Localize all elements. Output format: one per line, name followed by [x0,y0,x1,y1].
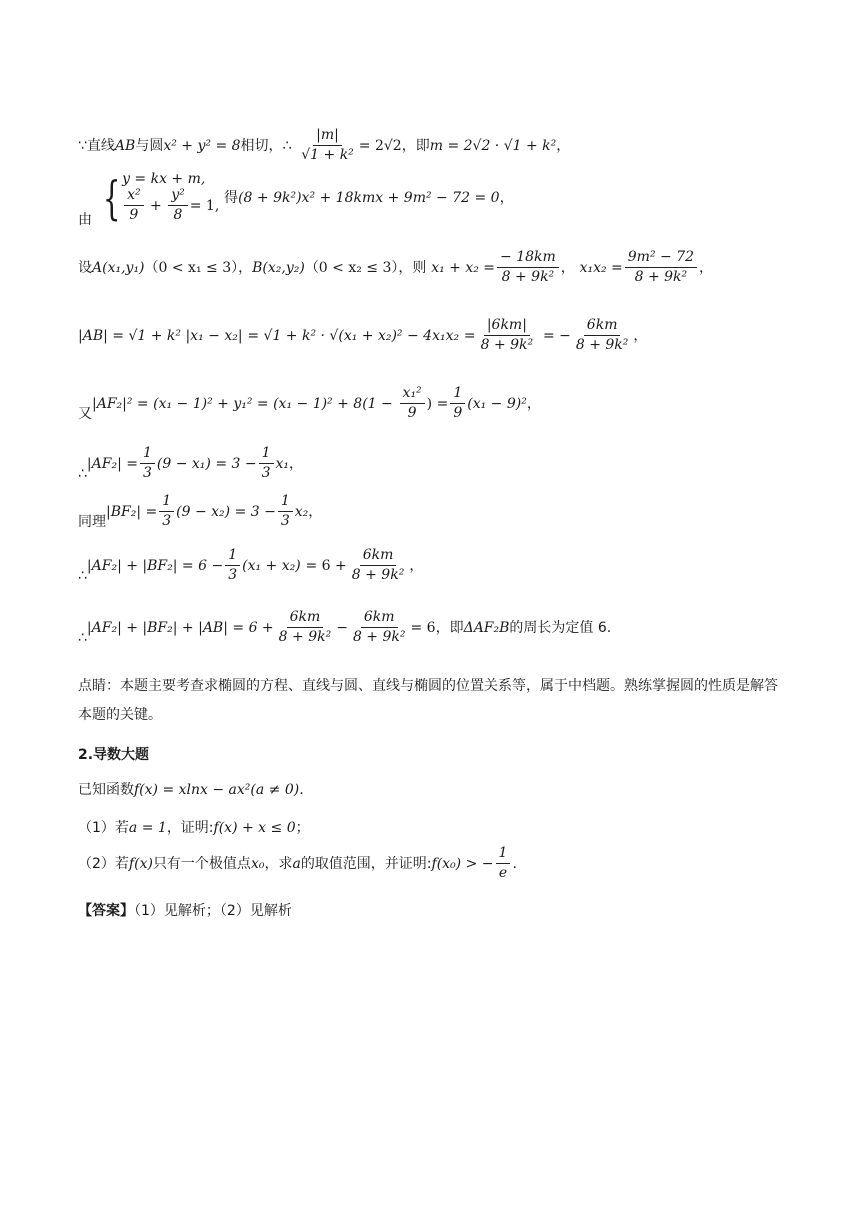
math: (8 + 9k²)x² + 18kmx + 9m² − 72 = 0 [238,189,500,206]
math: |AB| = √1 + k² |x₁ − x₂| [78,327,243,344]
math: (9 − x₂) = 3 − [176,503,276,520]
text: 得 [224,189,239,206]
math: = √1 + k² · √(x₁ + x₂)² − 4x₁x₂ [247,327,460,344]
math: m = 2√2 · √1 + k² [429,137,557,154]
numerator: x² [124,188,144,206]
denominator: 3 [142,465,152,482]
math: (x₁ − 9)² [467,395,527,412]
math: − [336,619,348,636]
math: a [292,855,301,872]
math: （0 < x₂ ≤ 3） [304,259,399,276]
solution-line-4 [78,318,647,354]
math: . [512,855,517,872]
math: |AF₂| = [86,455,138,472]
fraction [259,446,274,482]
math: (9 − x₁) = 3 − [156,455,257,472]
text: （2）若 [78,855,129,872]
denominator: 8 [173,207,183,224]
solution-line-9 [78,610,611,646]
math: x₀ [250,855,265,872]
fraction [478,318,537,354]
denominator: 9 [407,405,417,422]
fraction [276,610,335,646]
solution-line-3 [78,250,713,286]
math: ) = [426,395,449,412]
solution-line-8 [78,548,423,584]
fraction [497,250,559,286]
math: x₁ + x₂ = [431,259,496,276]
numerator: 1 [140,446,155,464]
fraction [573,318,632,354]
denominator: 8 + 9k² [278,629,332,646]
equation-system [97,172,220,224]
text: ∴ [78,629,87,646]
fraction [400,386,425,422]
numerator: 1 [496,846,511,864]
text: 由 [78,211,92,228]
math: |BF₂| = [106,503,158,520]
text: ， [556,137,571,154]
text: ，即 [401,137,430,154]
denominator: √1 + k² [301,147,354,164]
numerator: x₁² [400,386,425,404]
fraction [350,610,409,646]
denominator: 3 [162,513,172,530]
math: （0 < x₁ ≤ 3） [144,259,239,276]
numerator: 1 [159,494,174,512]
comment-paragraph: 点睛：本题主要考查求椭圆的方程、直线与圆、直线与椭圆的位置关系等，属于中档题。熟练掌握圆的性质是解答本题的关键。 [78,678,778,723]
math: AB [114,137,136,154]
text: 相切，∴ [240,137,292,154]
denominator: 8 + 9k² [480,337,534,354]
math: |AF₂| + |BF₂| + |AB| = 6 + [86,619,274,636]
text: ， [499,189,514,206]
solution-line-1 [78,128,570,164]
text: 同理 [78,513,106,530]
numerator: − 18km [497,250,559,268]
numerator: 6km [361,610,398,628]
text: ∵直线 [78,137,115,154]
numerator: 6km [584,318,621,336]
answer-label: 【答案】 [78,903,134,919]
text: ， [289,455,304,472]
fraction [298,128,357,164]
solution-line-2 [78,172,514,227]
math: x₁x₂ = [579,259,623,276]
problem-part-2 [78,846,517,882]
math: |AF₂|² = (x₁ − 1)² + y₁² = (x₁ − 1)² + 8(1 − [92,395,393,412]
fraction [225,548,240,584]
math: = 6 [410,619,436,636]
denominator: 8 + 9k² [352,629,406,646]
text: ，证明: [166,820,214,836]
fraction [159,494,174,530]
text: ∴ [78,465,87,482]
fraction [496,846,511,882]
math: x₁ [275,455,290,472]
fraction [278,494,293,530]
solution-line-6 [78,446,303,482]
system-row-1: y = kx + m, [122,171,206,187]
text: ，则 [398,259,427,276]
denominator: 3 [280,513,290,530]
denominator: e [498,865,508,882]
denominator: 8 + 9k² [351,567,405,584]
fraction [140,446,155,482]
math: f(x) [128,855,153,872]
text: ， [699,259,714,276]
math: f(x) + x ≤ 0 [213,820,296,836]
numerator: 1 [259,446,274,464]
text: ， [409,557,424,574]
fraction [450,386,465,422]
solution-line-7 [78,494,322,530]
numerator: 1 [278,494,293,512]
text: ， [526,395,541,412]
problem-part-1 [78,820,310,835]
text: 的周长为定值 6. [509,619,612,636]
denominator: 9 [453,405,463,422]
math: = 2√2 [358,137,402,154]
math: (x₁ + x₂) [242,557,301,574]
text: ， [560,259,575,276]
fraction [349,548,408,584]
numerator: 1 [450,386,465,404]
math: B(x₂,y₂) [252,259,305,276]
denominator: 8 + 9k² [575,337,629,354]
math: x² + y² = 8 [163,137,241,154]
math: |AF₂| + |BF₂| = 6 − [86,557,224,574]
text: ，求 [264,855,293,872]
math: = − [542,327,571,344]
denominator: 8 + 9k² [634,269,688,286]
math: a = 1 [128,820,167,836]
answer-text: （1）见解析；（2）见解析 [134,903,292,919]
math: f(x₀) > − [431,855,494,872]
math: A(x₁,y₁) [92,259,145,276]
text: 又 [78,405,92,422]
numerator: 9m² − 72 [625,250,697,268]
math: f(x) = xlnx − ax²(a ≠ 0) [134,782,300,798]
math: = [463,327,476,344]
text: ， [308,503,323,520]
text: ； [295,820,310,836]
numerator: 6km [360,548,397,566]
math: = 6 + [305,557,347,574]
denominator: 3 [261,465,271,482]
denominator: 3 [228,567,238,584]
numerator: |6km| [484,318,530,336]
text: ∴ [78,567,87,584]
text: ， [238,259,253,276]
denominator: 9 [129,207,139,224]
text: ， [633,327,648,344]
left-brace-icon: { [102,170,121,225]
text: 已知函数 [78,782,134,798]
fraction [168,188,188,224]
text: 只有一个极值点 [152,855,251,872]
numerator: 6km [287,610,324,628]
answer-line [78,900,292,920]
numerator: |m| [313,128,342,146]
text: 设 [78,259,92,276]
numerator: y² [168,188,188,206]
math: x₂ [294,503,309,520]
system-row-2: $\frac{\text{x²}}{9}$ + $\frac{\text{y²}}{8}$ = 1, [122,188,219,224]
text: 的取值范围，并证明: [300,855,432,872]
text: ，即 [435,619,464,636]
denominator: 8 + 9k² [501,269,555,286]
numerator: 1 [225,548,240,566]
math: . [299,782,304,798]
math: = 1, [189,197,220,214]
section-heading: 2.导数大题 [78,747,150,763]
problem-intro [78,782,304,797]
text: 与圆 [135,137,164,154]
solution-line-5 [78,386,541,422]
fraction [625,250,697,286]
text: （1）若 [78,820,129,836]
math: ΔAF₂B [463,619,510,636]
fraction [124,188,144,224]
